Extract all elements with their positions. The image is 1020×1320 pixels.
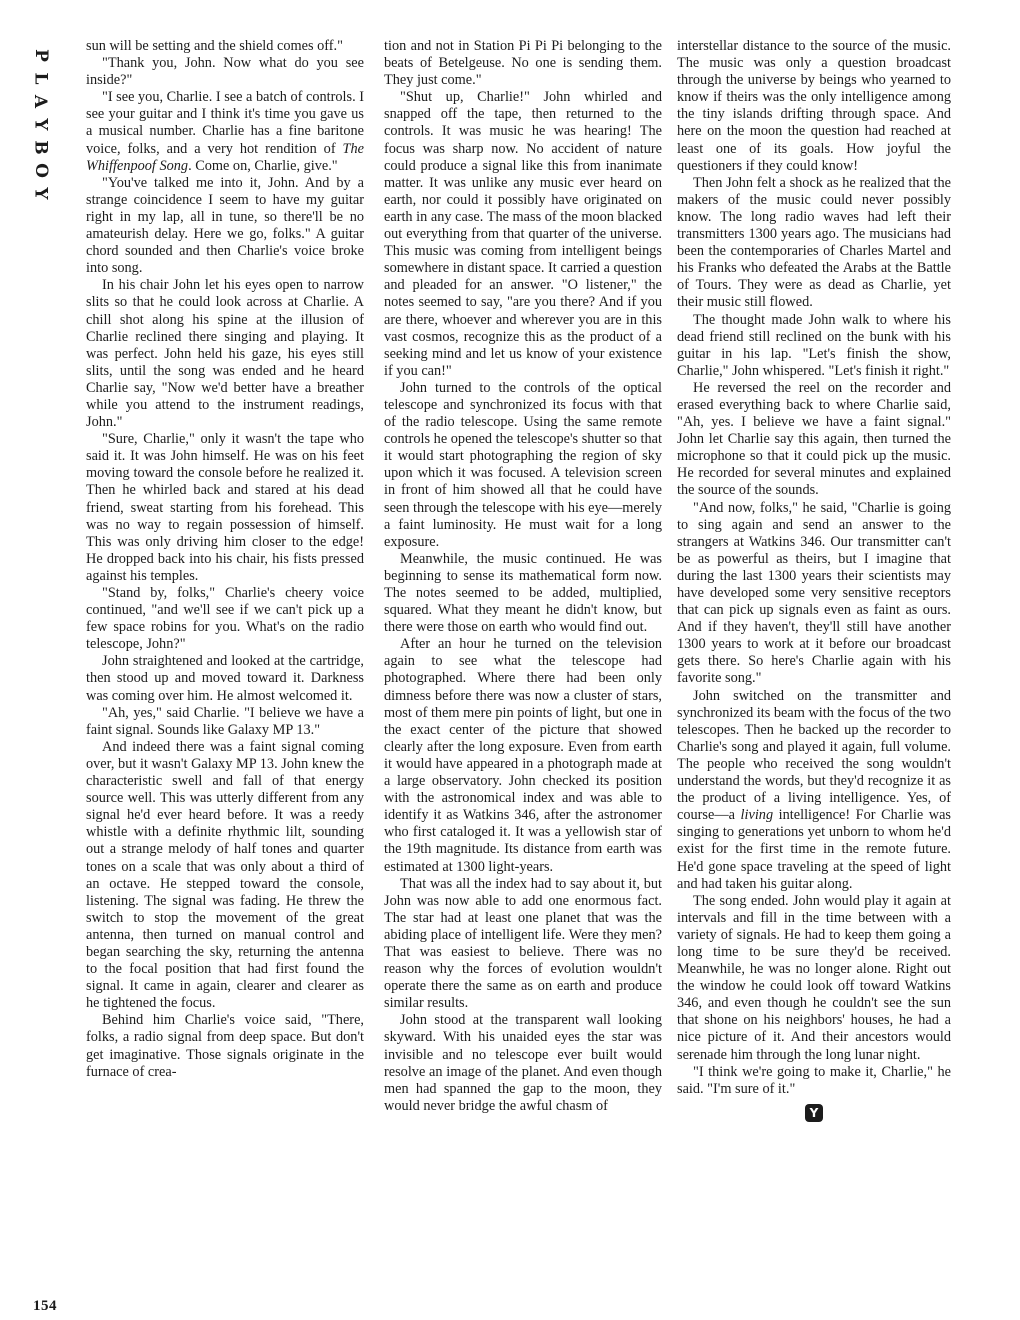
text-column-1 <box>86 38 364 1081</box>
text-run: That was all the index had to say about it, but John was now able to add one enormous fact. The star had at least one planet that was the abiding place of intelligent life. Were they men? That was easiest to believe. There was no reason why the forces of evolution wouldn't operate there the same as on earth and produce similar results. <box>384 875 662 1012</box>
masthead-letter: Y <box>30 118 51 131</box>
paragraph <box>677 380 951 500</box>
page-number: 154 <box>33 1298 57 1314</box>
text-run: "Shut up, Charlie!" John whirled and snapped off the tape, then returned to the controls. It was music he was hearing! The focus was sharp now. No accident of nature could produce a signal like this from inanimate matter. It was unlike any music ever heard on earth, nor could it possibly have originated on earth in any case. The mass of the moon blacked out everything from that quarter of the universe. This music was coming from intelligent beings somewhere in distant space. It carried a question and pleaded for an answer. "O listener," the notes seemed to say, "are you there? And if you are there, whoever and wherever you are in this vast cosmos, recognize this as the product of a seeking mind and let us know of your existence if you can!" <box>384 89 662 379</box>
paragraph <box>86 585 364 653</box>
text-run: Behind him Charlie's voice said, "There, folks, a radio signal from deep space. But don't get imaginative. Those signals originate in the furnace of crea- <box>86 1012 364 1080</box>
text-run: John switched on the transmitter and synchronized its beam with the focus of the two telescopes. Then he backed up the recorder to Charlie's song and played it again, full volume. The people who received the song wouldn't understand the words, but they'd recognize it as the product of a living intelligence. Yes, of course—a <box>677 687 951 824</box>
paragraph <box>677 38 951 175</box>
text-run: And indeed there was a faint signal coming over, but it wasn't Galaxy MP 13. John knew the characteristic swell and fall of that energy source well. This was utterly different from any signal he'd ever heard before. It was a reedy whistle with a definite rhythmic lilt, sounding out a strange melody of half tones and quarter tones on a scale that was only about a third of an octave. He stepped toward the console, listening. The signal was fading. He threw the switch to stop the movement of the great antenna, then turned on manual control and began searching the sky, returning the antenna to the focal position that had first found the signal. It came in again, clearer and clearer as he tightened the focus. <box>86 738 364 1012</box>
italic-text: The Whiffenpoof Song <box>86 140 364 174</box>
paragraph <box>677 893 951 1064</box>
paragraph <box>677 500 951 688</box>
text-run: The song ended. John would play it again at intervals and fill in the time between with a variety of signals. He had to keep them going a long time to be sure they'd be received. Meanwhile, he was no longer alone. Right out the window he could look off toward Watkins 346, and even though he couldn't see the sun that shone on his neighbors' houses, he had a nice picture of it. And their ancestors would serenade him through the long lunar night. <box>677 892 951 1063</box>
paragraph <box>86 277 364 431</box>
masthead-letter: P <box>30 49 51 62</box>
text-run: "I see you, Charlie. I see a batch of controls. I see your guitar and I think it's time you gave us a musical number. Charlie has a fine baritone voice, folks, and a very hot rendition of <box>86 89 364 157</box>
text-run: "You've talked me into it, John. And by a strange coincidence I seem to have my guitar right in my lap, all in tune, so there'll be no amateurish delay. Here we go, folks." A guitar chord sounded and then Charlie's voice broke into song. <box>86 174 364 277</box>
text-column-2 <box>384 38 662 1115</box>
paragraph <box>677 1064 951 1098</box>
paragraph <box>677 312 951 380</box>
end-of-story-mark: Y <box>805 1104 823 1122</box>
paragraph <box>86 739 364 1013</box>
paragraph <box>384 876 662 1013</box>
text-run: "Thank you, John. Now what do you see inside?" <box>86 55 364 89</box>
italic-text: living <box>740 807 774 824</box>
text-run: interstellar distance to the source of the music. The music was only a question broadcast through the universe by beings who yearned to know if theirs was the only intelligence among the tiny islands drifting through space. And here on the moon the question had reached at least one of its goals. How joyful the questioners if they could know! <box>677 38 951 174</box>
text-run: The thought made John walk to where his dead friend still reclined on the bunk with his guitar in his lap. "Let's finish the show, Charlie," John whispered. "Let's finish it right." <box>677 311 951 379</box>
paragraph <box>86 55 364 89</box>
masthead-letter: B <box>30 140 51 155</box>
text-column-3-body <box>677 38 951 1098</box>
paragraph <box>86 705 364 739</box>
text-run: "Ah, yes," said Charlie. "I believe we have a faint signal. Sounds like Galaxy MP 13." <box>86 704 364 738</box>
text-run: John turned to the controls of the optical telescope and synchronized its focus with that of the radio telescope. Using the same remote controls he opened the telescope's shutter so that it would start photographing the region of sky upon which it was focused. A television screen in front of him showed all that he could have seen through the telescope with his eye—merely a faint luminosity. He must wait for a long exposure. <box>384 379 662 550</box>
text-column-3 <box>677 38 951 1122</box>
masthead-letter: Y <box>30 187 51 200</box>
paragraph <box>86 431 364 585</box>
text-run: "And now, folks," he said, "Charlie is going to sing again and send an answer to the strangers at Watkins 346. Our transmitter can't be as powerful as theirs, but I imagine that during the last 1300 years their scientists may have developed some very sensitive receptors that can pick up signals even as faint as ours. And if they haven't, they'll still have another 1300 years to work at it before our broadcast gets there. So here's Charlie again with his favorite song." <box>677 499 951 687</box>
magazine-masthead <box>30 44 50 205</box>
text-run: "Stand by, folks," Charlie's cheery voice continued, "and we'll see if we can't pick up a few space robins for you. What's on the radio telescope, John?" <box>86 585 364 653</box>
paragraph <box>86 653 364 704</box>
paragraph <box>86 89 364 174</box>
paragraph <box>384 1012 662 1115</box>
paragraph <box>384 89 662 380</box>
text-run: Then John felt a shock as he realized that the makers of the music could never possibly know. The long radio waves had left their transmitters 1300 years ago. The musicians had been the contemporaries of Charles Martel and his Franks who defeated the Arabs at the Battle of Tours. They were as dead as Charlie, yet their music still flowed. <box>677 174 951 311</box>
text-run: Meanwhile, the music continued. He was beginning to sense its mathematical form now. The notes seemed to be added, multiplied, squared. What they meant he didn't know, but there were those on earth who would find out. <box>384 550 662 636</box>
text-run: intelligence! For Charlie was singing to generations yet unborn to whom he'd exist for the first time in the remote future. He'd gone space traveling at the speed of light and had taken his guitar along. <box>677 807 951 892</box>
text-run: tion and not in Station Pi Pi Pi belonging to the beats of Betelgeuse. No one is sending them. They just come." <box>384 38 662 89</box>
paragraph <box>384 551 662 636</box>
paragraph <box>86 38 364 55</box>
text-run: "I think we're going to make it, Charlie," he said. "I'm sure of it." <box>677 1063 951 1097</box>
masthead-letter: A <box>30 94 51 109</box>
masthead-letter: L <box>30 72 51 85</box>
paragraph <box>677 688 951 893</box>
text-run: sun will be setting and the shield comes off." <box>86 38 343 54</box>
masthead-letter: O <box>30 163 51 178</box>
text-run: After an hour he turned on the television again to see what the telescope had photographed. Where there had been only dimness before there was now a cluster of stars, most of them mere pin points of light, but one in the exact center of the picture that showed clearly after the long exposure. Even from earth it would have appeared in a photograph made at a large observatory. John checked its position with the astronomical index and was able to identify it as Watkins 346, after the astronomer who first cataloged it. It was a yellowish star of the 19th magnitude. Its distance from earth was estimated at 1300 light-years. <box>384 636 662 875</box>
paragraph <box>86 175 364 278</box>
paragraph <box>86 1012 364 1080</box>
paragraph <box>677 175 951 312</box>
text-run: . Come on, Charlie, give." <box>188 157 338 174</box>
paragraph <box>384 38 662 89</box>
paragraph <box>384 636 662 875</box>
text-run: John straightened and looked at the cartridge, then stood up and moved toward it. Darkness was coming over him. He almost welcomed it. <box>86 653 364 704</box>
text-run: In his chair John let his eyes open to narrow slits so that he could look across at Charlie. A chill shot along his spine at the illusion of Charlie reclined there singing and playing. It was perfect. John held his gaze, his eyes still slits, until the song was ended and he heard Charlie say, "Now we'd better have a breather while you attend to the instrument readings, John." <box>86 277 364 431</box>
text-run: "Sure, Charlie," only it wasn't the tape who said it. It was John himself. He was on his feet moving toward the console before he realized it. Then he whirled back and stared at his dead friend, sweat starting from his forehead. This was no way to regain possession of himself. This was only driving him closer to the edge! He dropped back into his chair, his fists pressed against his temples. <box>86 431 364 584</box>
paragraph <box>384 380 662 551</box>
text-run: He reversed the reel on the recorder and erased everything back to where Charlie said, "Ah, yes. I believe we have a faint signal." John let Charlie say this again, then turned the microphone so that it could pick up the music. He recorded for several minutes and explained the source of the sounds. <box>677 379 951 499</box>
text-run: John stood at the transparent wall looking skyward. With his unaided eyes the star was invisible and no telescope ever built would resolve an image of the planet. And even though men had spanned the gap to the moon, they would never bridge the awful chasm of <box>384 1012 662 1114</box>
